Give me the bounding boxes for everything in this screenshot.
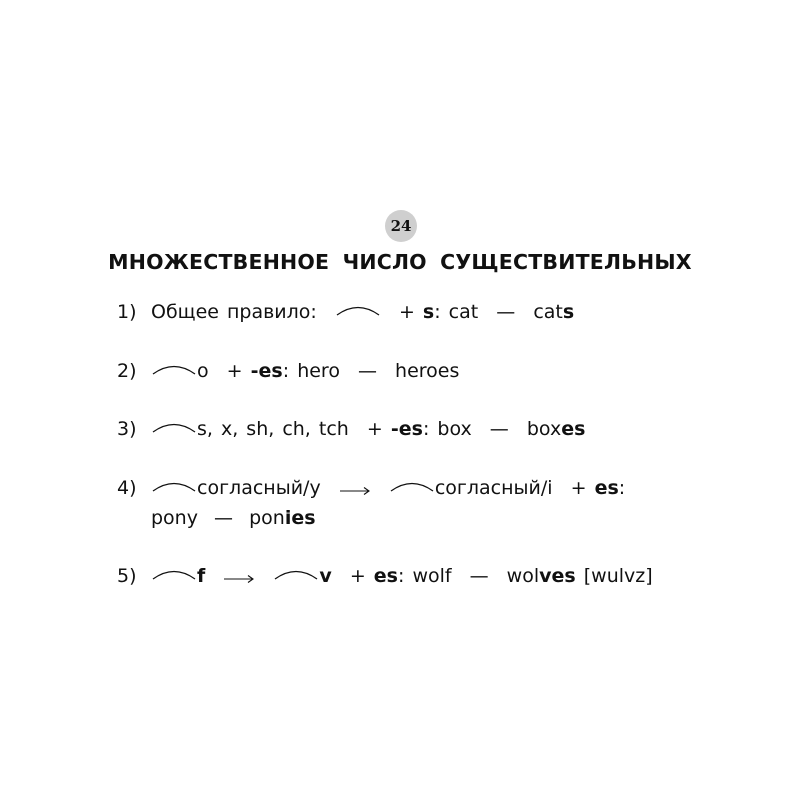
rule-number: 1) <box>117 301 137 323</box>
right-arrow-icon <box>339 486 371 496</box>
dash: — <box>496 301 516 323</box>
rule-label: Общее правило: <box>151 301 317 323</box>
plural-word <box>533 301 574 323</box>
suffix: es <box>594 477 619 499</box>
page-number: 24 <box>390 217 412 235</box>
rule-4-example <box>151 502 316 534</box>
singular-word: pony <box>151 507 198 529</box>
colon: : <box>422 418 430 440</box>
stem-arc-icon <box>151 420 197 434</box>
plus-sign: + <box>570 477 587 499</box>
singular-word: wolf <box>412 565 452 587</box>
dash: — <box>214 507 234 529</box>
suffix: -es <box>390 418 423 440</box>
colon: : <box>397 565 405 587</box>
plus-sign: + <box>349 565 366 587</box>
word-ending: o <box>197 360 209 382</box>
plus-sign: + <box>366 418 383 440</box>
page-number-badge <box>385 210 417 242</box>
singular-word: cat <box>448 301 479 323</box>
stem-arc-icon <box>151 362 197 376</box>
dash: — <box>469 565 489 587</box>
transcription: [wulvz] <box>583 565 653 587</box>
plural-word: heroes <box>395 360 460 382</box>
dash: — <box>357 360 377 382</box>
colon: : <box>618 477 626 499</box>
rule-5 <box>117 560 653 592</box>
plural-ending: ies <box>284 507 316 529</box>
suffix: s <box>422 301 435 323</box>
rule-number: 4) <box>117 477 137 499</box>
right-arrow-icon <box>223 574 255 584</box>
stem-arc-icon <box>151 479 197 493</box>
plural-stem: cat <box>533 301 563 323</box>
rule-2 <box>117 355 459 387</box>
rule-to: v <box>319 565 332 587</box>
suffix: -es <box>250 360 283 382</box>
plural-ending: ves <box>539 565 576 587</box>
stem-arc-icon <box>389 479 435 493</box>
rule-3 <box>117 413 585 445</box>
plural-word <box>507 565 576 587</box>
plus-sign: + <box>398 301 415 323</box>
stem-arc-icon <box>335 303 381 317</box>
singular-word: box <box>437 418 472 440</box>
colon: : <box>434 301 441 323</box>
singular-word: hero <box>297 360 340 382</box>
rule-from: согласный/y <box>197 477 321 499</box>
plural-word <box>527 418 586 440</box>
colon: : <box>282 360 290 382</box>
plural-ending: es <box>561 418 586 440</box>
plural-stem: pon <box>249 507 285 529</box>
word-endings: s, x, sh, ch, tch <box>197 418 349 440</box>
rule-to: согласный/i <box>434 477 553 499</box>
rule-4 <box>117 472 625 504</box>
rule-number: 5) <box>117 565 137 587</box>
rule-number: 3) <box>117 418 137 440</box>
dash: — <box>489 418 509 440</box>
rule-from: f <box>197 565 206 587</box>
rule-1 <box>117 296 574 328</box>
plural-stem: wol <box>506 565 540 587</box>
stem-arc-icon <box>273 567 319 581</box>
page-title: МНОЖЕСТВЕННОЕ ЧИСЛО СУЩЕСТВИТЕЛЬНЫХ <box>108 250 692 274</box>
plural-ending: s <box>562 301 575 323</box>
plus-sign: + <box>226 360 243 382</box>
rule-number: 2) <box>117 360 137 382</box>
stem-arc-icon <box>151 567 197 581</box>
plural-word <box>249 507 315 529</box>
plural-stem: box <box>526 418 562 440</box>
suffix: es <box>373 565 398 587</box>
